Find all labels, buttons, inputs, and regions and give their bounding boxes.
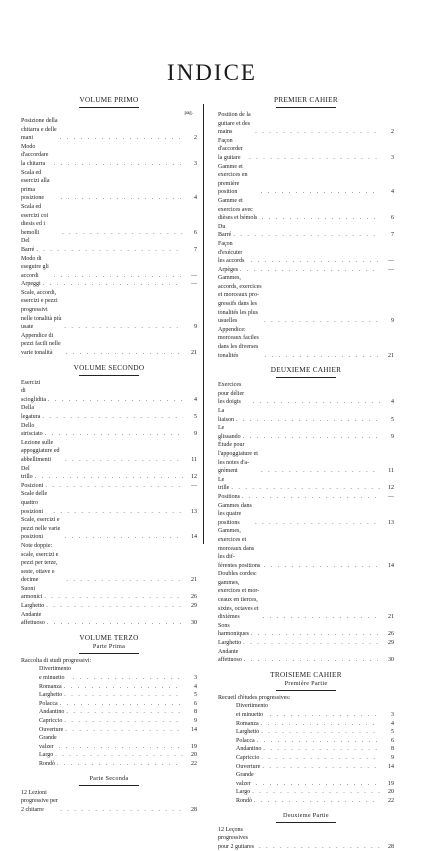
entry-title: Gamme et exercices avec dièses et bémols (218, 197, 258, 222)
index-entry (21, 143, 197, 169)
entry-title: Gammes, accords, exercices et morceaux pro- gressifs dans les tonalités les plus usuelles (218, 275, 262, 325)
entry-title: Arpeggi (21, 281, 41, 288)
index-entry (218, 771, 394, 788)
entry-title: Scale delle quattro posizioni (21, 491, 48, 515)
dot-leader (262, 317, 380, 326)
entry-page-number: 5 (194, 692, 197, 699)
index-entry (21, 726, 197, 735)
index-entry (218, 266, 394, 275)
dot-leader (51, 508, 183, 517)
dot-leader (62, 717, 183, 726)
dot-leader (252, 797, 380, 806)
dot-leader (259, 728, 380, 737)
dot-leader (259, 467, 380, 476)
column-divider (203, 104, 204, 544)
entry-title: Sons harmoniques (218, 622, 249, 638)
entry-title: Ouverture (39, 726, 64, 733)
entry-page-number: 4 (194, 195, 197, 202)
dot-leader (253, 519, 380, 528)
index-entry (21, 289, 197, 332)
entry-title: Della legatura (21, 405, 41, 420)
entry-title: Gammes dans les quatre positions (218, 502, 252, 526)
section-heading: VOLUME PRIMO (79, 96, 139, 104)
dot-leader (257, 843, 380, 851)
index-entry (21, 332, 197, 358)
entry-title: Rondò (39, 760, 56, 767)
entry-page-number: 21 (388, 352, 394, 359)
entry-page-number: 19 (191, 743, 197, 750)
entry-page-number: 4 (391, 720, 394, 727)
entry-page-number: 29 (191, 603, 197, 610)
entry-page-number: 9 (391, 433, 394, 440)
entry-page-number: 7 (391, 232, 394, 239)
dot-leader (249, 257, 380, 266)
index-entry (21, 482, 197, 491)
index-section (218, 96, 394, 360)
entry-page-number: 14 (388, 763, 394, 770)
entry-page-number: 7 (194, 246, 197, 253)
entry-page-number: 14 (388, 562, 394, 569)
entry-title: Del Barré (21, 238, 35, 253)
dot-leader (259, 720, 380, 729)
dot-leader (62, 323, 183, 332)
section-heading: PREMIER CAHIER (274, 96, 338, 104)
entry-title: Largo (236, 789, 251, 796)
dot-leader (249, 630, 380, 639)
index-entry (218, 788, 394, 797)
entry-page-number: — (191, 272, 197, 279)
entry-title: Scala ed esercizi alla prima posizione (21, 169, 50, 202)
dot-leader (254, 780, 380, 789)
dot-leader (64, 349, 183, 358)
dot-leader (260, 214, 380, 223)
entry-page-number: 22 (191, 760, 197, 767)
dot-leader (34, 246, 183, 255)
index-section (21, 358, 197, 628)
entry-title: Largo (39, 752, 54, 759)
dot-leader (52, 272, 183, 281)
entry-page-number: 6 (194, 700, 197, 707)
entry-title: Gammes, exercices et morceaux dans les dif- férentes positions (218, 528, 261, 569)
dot-leader (251, 398, 380, 407)
index-entry (21, 700, 197, 709)
entry-title: Le glissando (218, 425, 241, 440)
entry-title: Romanza (39, 683, 62, 690)
index-entry (21, 465, 197, 482)
index-entry (21, 717, 197, 726)
entry-title: Ouverture (236, 763, 261, 770)
entry-page-number: 26 (191, 594, 197, 601)
entry-page-number: 4 (391, 399, 394, 406)
entry-page-number: 28 (191, 806, 197, 813)
entry-title: Note doppie: scale, esercizi e pezzi per terze, seste, ottave e decime (21, 542, 59, 584)
dot-leader (45, 619, 183, 628)
dot-leader (53, 751, 183, 760)
section-heading: VOLUME TERZO (79, 633, 139, 642)
entry-page-number: 30 (388, 657, 394, 664)
entry-page-number: 8 (391, 746, 394, 753)
index-entry (218, 737, 394, 746)
section-rule (276, 107, 336, 108)
index-entry (218, 223, 394, 240)
entry-title: Scala ed esercizi coi diesis ed i bemolli (21, 203, 49, 236)
dot-leader (260, 763, 380, 772)
entry-title: Andante affettuoso (218, 648, 242, 664)
section-subheading: Deuxieme Partie (283, 811, 329, 819)
index-entry (218, 441, 394, 475)
entry-title: Positions (218, 493, 241, 500)
index-section (218, 360, 394, 665)
entry-title: Modo d'accordare la chitarra (21, 143, 49, 167)
index-entry (218, 274, 394, 326)
index-entry (21, 542, 197, 585)
dot-leader (234, 416, 380, 425)
entry-page-number: 4 (194, 396, 197, 403)
dot-leader (60, 229, 183, 238)
section-rule (276, 822, 336, 823)
dot-leader (40, 413, 183, 422)
dot-leader (268, 711, 380, 720)
index-section (21, 769, 197, 815)
entry-title: Larghetto (218, 640, 242, 647)
dot-leader (262, 562, 381, 571)
entry-title: Arpèges (218, 266, 238, 273)
index-entry (21, 379, 197, 405)
entry-page-number: 2 (194, 135, 197, 142)
entry-title: Andantino (39, 709, 65, 716)
entry-page-number: 14 (191, 534, 197, 541)
index-section (21, 628, 197, 769)
dot-leader (255, 737, 380, 746)
dot-leader (55, 760, 183, 769)
index-entry (21, 760, 197, 769)
index-entry (21, 280, 197, 289)
entry-page-number: 12 (388, 485, 394, 492)
entry-page-number: 3 (194, 675, 197, 682)
entry-page-number: 26 (388, 631, 394, 638)
index-section (21, 96, 197, 358)
entry-page-number: 9 (194, 718, 197, 724)
index-section (218, 665, 394, 806)
entry-page-number: 21 (388, 614, 394, 621)
entry-title: Doubles cordes: gammes, exercices et mor- ceaux en tierces, sixtes, octaves et dixièmes (218, 571, 260, 621)
index-entry (21, 490, 197, 516)
index-entry (218, 381, 394, 407)
index-entry (218, 728, 394, 737)
section-subheading: Parte Seconda (89, 774, 129, 782)
section-intro: Recueil d'études progressives: (218, 694, 291, 701)
index-entry (21, 683, 197, 692)
entry-title: Larghetto (39, 692, 63, 699)
index-entry (218, 407, 394, 424)
entry-page-number: 4 (391, 189, 394, 196)
entry-page-number: 6 (194, 229, 197, 236)
entry-title: Lezione sulle appoggiature ed abbellimenti (21, 439, 60, 463)
index-entry (21, 237, 197, 254)
index-entry (21, 708, 197, 717)
entry-page-number: 21 (191, 577, 197, 584)
index-entry (218, 797, 394, 806)
index-entry (218, 240, 394, 266)
entry-page-number: 5 (391, 729, 394, 736)
index-entry (21, 203, 197, 237)
entry-page-number: — (388, 258, 394, 265)
index-section (218, 806, 394, 851)
entry-page-number: 11 (191, 456, 197, 463)
dot-leader (44, 602, 183, 611)
entry-title: Appendice: morceaux faciles dans les diverses tonalités (218, 326, 259, 359)
dot-leader (43, 430, 183, 439)
index-entry (218, 622, 394, 639)
dot-leader (52, 160, 183, 169)
index-entry (218, 502, 394, 528)
entry-page-number: 6 (391, 737, 394, 744)
dot-leader (64, 576, 183, 585)
index-entry (218, 111, 394, 137)
entry-title: 12 Leçons progressives pour 2 guitares (218, 826, 254, 850)
entry-title: Le trille (218, 476, 230, 492)
entry-title: Grande valzer (39, 735, 57, 750)
entry-page-number: — (388, 493, 394, 500)
dot-leader (58, 700, 183, 709)
dot-leader (33, 473, 183, 482)
dot-leader (63, 533, 183, 542)
entry-title: Divertimento e minuetto (39, 666, 71, 682)
dot-leader (42, 593, 183, 602)
index-entry (21, 734, 197, 751)
dot-leader (59, 194, 183, 203)
entry-title: Façon d'exécuter les accords (218, 240, 245, 265)
dot-leader (71, 674, 183, 683)
index-entry (21, 751, 197, 760)
entry-title: Posizione della chitarra e delle mani (21, 118, 58, 142)
index-entry (218, 493, 394, 502)
entry-page-number: 2 (391, 129, 394, 136)
entry-page-number: 9 (391, 754, 394, 761)
entry-page-number: 20 (191, 752, 197, 759)
section-intro: Raccolta di studi progressivi: (21, 657, 92, 664)
entry-page-number: 9 (391, 318, 394, 325)
dot-leader (260, 613, 380, 622)
entry-title: Étude pour l'appoggiature et les notes d'a- grément (218, 442, 258, 475)
dot-leader (259, 188, 380, 197)
entry-title: Del trillo (21, 465, 33, 481)
entry-title: Posizioni (21, 482, 44, 489)
entry-title: Romanza (236, 720, 259, 727)
index-entry (218, 745, 394, 754)
dot-leader (250, 788, 380, 797)
entry-page-number: 21 (191, 350, 197, 357)
entry-page-number: 29 (388, 640, 394, 647)
entry-title: Andantino (236, 746, 262, 753)
entry-page-number: 6 (391, 215, 394, 222)
section-rule (276, 690, 336, 691)
entry-page-number: 28 (388, 843, 394, 850)
section-subheading: Première Partie (284, 679, 328, 687)
section-heading: VOLUME SECONDO (73, 363, 145, 372)
dot-leader (253, 128, 380, 137)
index-entry (21, 789, 197, 815)
entry-title: Capriccio (39, 718, 63, 724)
index-entry (218, 702, 394, 719)
entry-page-number: 13 (388, 519, 394, 526)
entry-title: Façon d'accorder la guitare (218, 137, 243, 161)
section-rule (79, 375, 139, 376)
entry-page-number: — (191, 281, 197, 288)
dot-leader (62, 691, 183, 700)
index-entry (218, 476, 394, 493)
dot-leader (41, 280, 183, 289)
entry-title: Polacca (236, 737, 255, 744)
index-entry (21, 665, 197, 682)
index-entry (218, 570, 394, 622)
index-entry (218, 720, 394, 729)
index-entry (21, 439, 197, 465)
entry-title: Andante affettuoso (21, 611, 45, 627)
entry-page-number: 30 (191, 620, 197, 627)
entry-title: Larghetto (21, 603, 45, 610)
index-entry (218, 826, 394, 851)
dot-leader (63, 456, 183, 465)
dot-leader (63, 726, 183, 735)
index-entry (218, 137, 394, 163)
entry-title: Dello strisciato (21, 422, 43, 438)
dot-leader (43, 482, 183, 491)
dot-leader (58, 134, 183, 143)
index-entry (21, 602, 197, 611)
entry-title: 12 Lezioni progressive per 2 chitarre (21, 789, 58, 813)
entry-page-number: 9 (194, 324, 197, 331)
right-column-index-french (218, 96, 394, 851)
entry-title: Gamme et exercices en première position (218, 163, 248, 196)
entry-title: Capriccio (236, 754, 260, 761)
entry-page-number: 9 (194, 431, 197, 438)
section-heading: TROISIEME CAHIER (270, 670, 342, 679)
entry-title: Modo di eseguire gli accordi (21, 255, 49, 279)
index-entry (218, 424, 394, 441)
dot-leader (259, 754, 380, 763)
entry-page-number: — (191, 482, 197, 489)
left-column-index-italian (21, 96, 197, 814)
index-entry (218, 197, 394, 223)
entry-title: Grande valzer (236, 772, 254, 787)
dot-leader (62, 683, 183, 692)
entry-page-number: 3 (391, 154, 394, 161)
entry-title: Du Barré (218, 223, 232, 239)
index-entry (21, 404, 197, 421)
index-entry (218, 754, 394, 763)
dot-leader (261, 745, 380, 754)
entry-title: Scale, esercizi e pezzi nelle varie posizioni (21, 517, 61, 541)
entry-page-number: 8 (194, 709, 197, 716)
dot-leader (262, 352, 380, 361)
index-entry (218, 527, 394, 570)
dot-leader (58, 806, 183, 815)
entry-page-number: — (388, 266, 394, 273)
entry-title: Suoni armonici (21, 585, 43, 601)
entry-title: Esercizi di scioglidita (21, 379, 46, 403)
section-rule (79, 785, 139, 786)
dot-leader (229, 484, 380, 493)
index-entry (21, 422, 197, 439)
section-rule (276, 377, 336, 378)
entry-page-number: 13 (191, 508, 197, 515)
page-column-label: pag. (184, 111, 193, 116)
index-entry (218, 763, 394, 772)
index-entry (218, 326, 394, 360)
entry-page-number: 11 (388, 468, 394, 475)
dot-leader (57, 743, 183, 752)
index-entry (218, 163, 394, 197)
entry-title: Exercices pour délier les doigts (218, 382, 245, 406)
index-entry (21, 117, 197, 143)
entry-title: Divertimento et minuetto (236, 703, 268, 718)
section-rule (79, 653, 139, 654)
index-entry (218, 648, 394, 665)
dot-leader (241, 433, 380, 442)
dot-leader (242, 656, 380, 665)
index-entry (21, 255, 197, 281)
dot-leader (247, 154, 380, 163)
index-entry (21, 169, 197, 203)
entry-page-number: 5 (194, 414, 197, 420)
dot-leader (64, 708, 183, 717)
entry-title: Rondò (236, 797, 253, 804)
dot-leader (241, 639, 380, 648)
dot-leader (238, 266, 380, 275)
index-entry (21, 585, 197, 602)
entry-title: Position de la guitare et des mains (218, 112, 251, 136)
index-entry (21, 691, 197, 700)
entry-title: Polacca (39, 700, 58, 707)
section-subheading: Parte Prima (92, 642, 126, 650)
entry-title: Appendice di pezzi facili nelle varie tonalità (21, 332, 61, 357)
entry-title: Larghetto (236, 729, 260, 736)
entry-title: Scale, accordi, esercizi e pezzi progressivi nelle tonalità più usate (21, 289, 62, 331)
dot-leader (46, 396, 183, 405)
entry-page-number: 3 (194, 160, 197, 167)
entry-page-number: 19 (388, 780, 394, 787)
entry-page-number: 12 (191, 474, 197, 481)
page-title: INDICE (167, 60, 257, 85)
entry-title: La liaison (218, 408, 234, 423)
index-entry (218, 639, 394, 648)
dot-leader (231, 231, 380, 240)
index-entry (21, 611, 197, 628)
dot-leader (240, 493, 380, 502)
entry-page-number: 4 (194, 683, 197, 690)
entry-page-number: 14 (191, 726, 197, 733)
entry-page-number: 20 (388, 789, 394, 796)
entry-page-number: 5 (391, 416, 394, 423)
entry-page-number: 3 (391, 712, 394, 718)
section-heading: DEUXIEME CAHIER (270, 366, 342, 375)
entry-page-number: 22 (388, 797, 394, 804)
index-entry (21, 516, 197, 542)
section-rule (79, 107, 139, 108)
